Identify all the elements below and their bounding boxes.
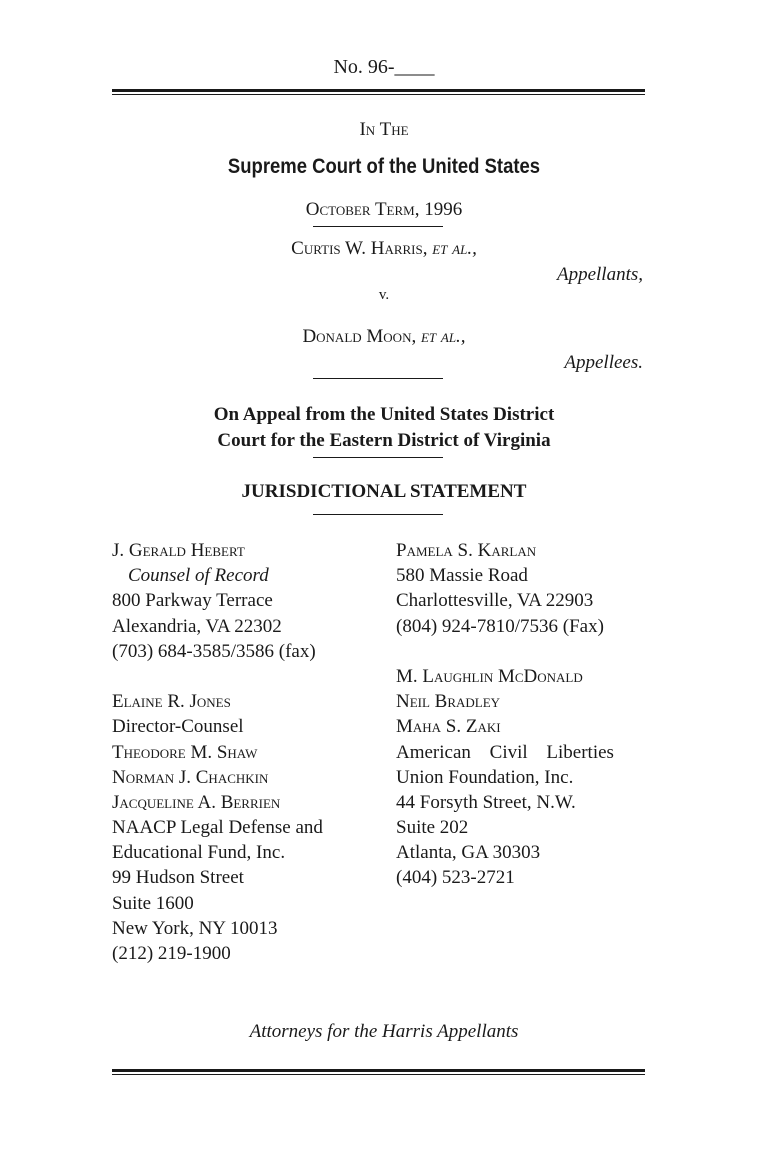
short-rule-3 [313, 457, 443, 458]
appeal-line-2: Court for the Eastern District of Virginia [217, 430, 551, 451]
address-line: 800 Parkway Terrace [112, 590, 273, 612]
appellee-line [0, 326, 768, 348]
court-name: Supreme Court of the United States [227, 155, 541, 178]
top-double-rule [112, 89, 645, 95]
address-line: 99 Hudson Street [112, 867, 244, 889]
appellee-etal: et al., [420, 326, 466, 347]
statement-title: JURISDICTIONAL STATEMENT [241, 481, 527, 502]
short-rule-2 [313, 378, 443, 379]
address-line: New York, NY 10013 [112, 917, 278, 939]
counsel-name: Pamela S. Karlan [396, 540, 537, 561]
appellant-line [0, 238, 768, 260]
term: October Term, 1996 [305, 199, 463, 220]
counsel-right [396, 538, 614, 891]
phone-line: (212) 219-1900 [112, 943, 231, 964]
phone-line: (703) 684-3585/3586 (fax) [112, 640, 316, 662]
organization-line: Educational Fund, Inc. [112, 842, 286, 864]
appellant-name: Curtis W. Harris, [291, 238, 428, 259]
short-rule-4 [313, 514, 443, 515]
counsel-name: Norman J. Chachkin [112, 766, 269, 788]
versus: v. [378, 287, 390, 303]
counsel-name: Maha S. Zaki [396, 716, 501, 738]
docket-number [0, 56, 768, 79]
organization-line: American Civil Liberties [396, 741, 614, 763]
address-line: Alexandria, VA 22302 [112, 615, 282, 637]
counsel-title: Director-Counsel [112, 716, 244, 738]
address-line: Suite 1600 [112, 892, 194, 914]
phone-line: (804) 924-7810/7536 (Fax) [396, 615, 604, 637]
attorneys-for: Attorneys for the Harris Appellants [249, 1021, 519, 1042]
docket-blank: ____ [394, 56, 435, 78]
counsel-name: Theodore M. Shaw [112, 741, 258, 763]
short-rule-1 [313, 226, 443, 227]
appellee-role: Appellees. [564, 352, 643, 373]
appellee-name: Donald Moon, [302, 326, 417, 347]
counsel-left [112, 538, 323, 966]
address-line: 580 Massie Road [396, 565, 528, 587]
bottom-double-rule [112, 1069, 645, 1075]
appellant-etal: et al., [432, 238, 477, 259]
docket-prefix: No. 96- [333, 56, 395, 78]
counsel-name: Jacqueline A. Berrien [112, 791, 281, 813]
appellant-role: Appellants, [556, 264, 643, 285]
counsel-of-record-label: Counsel of Record [128, 565, 269, 587]
appeal-statement [0, 402, 768, 454]
counsel-name: Elaine R. Jones [112, 691, 231, 713]
in-the-heading: In The [359, 119, 409, 140]
organization-line: NAACP Legal Defense and [112, 817, 323, 839]
counsel-name: Neil Bradley [396, 691, 501, 713]
address-line: 44 Forsyth Street, N.W. [396, 791, 576, 813]
counsel-name: J. Gerald Hebert [112, 540, 245, 561]
address-line: Atlanta, GA 30303 [396, 842, 541, 864]
address-line: Charlottesville, VA 22903 [396, 590, 594, 612]
counsel-name: M. Laughlin McDonald [396, 665, 583, 687]
address-line: Suite 202 [396, 817, 469, 839]
organization-line: Union Foundation, Inc. [396, 766, 574, 788]
appeal-line-1: On Appeal from the United States District [213, 404, 555, 425]
phone-line: (404) 523-2721 [396, 867, 515, 889]
